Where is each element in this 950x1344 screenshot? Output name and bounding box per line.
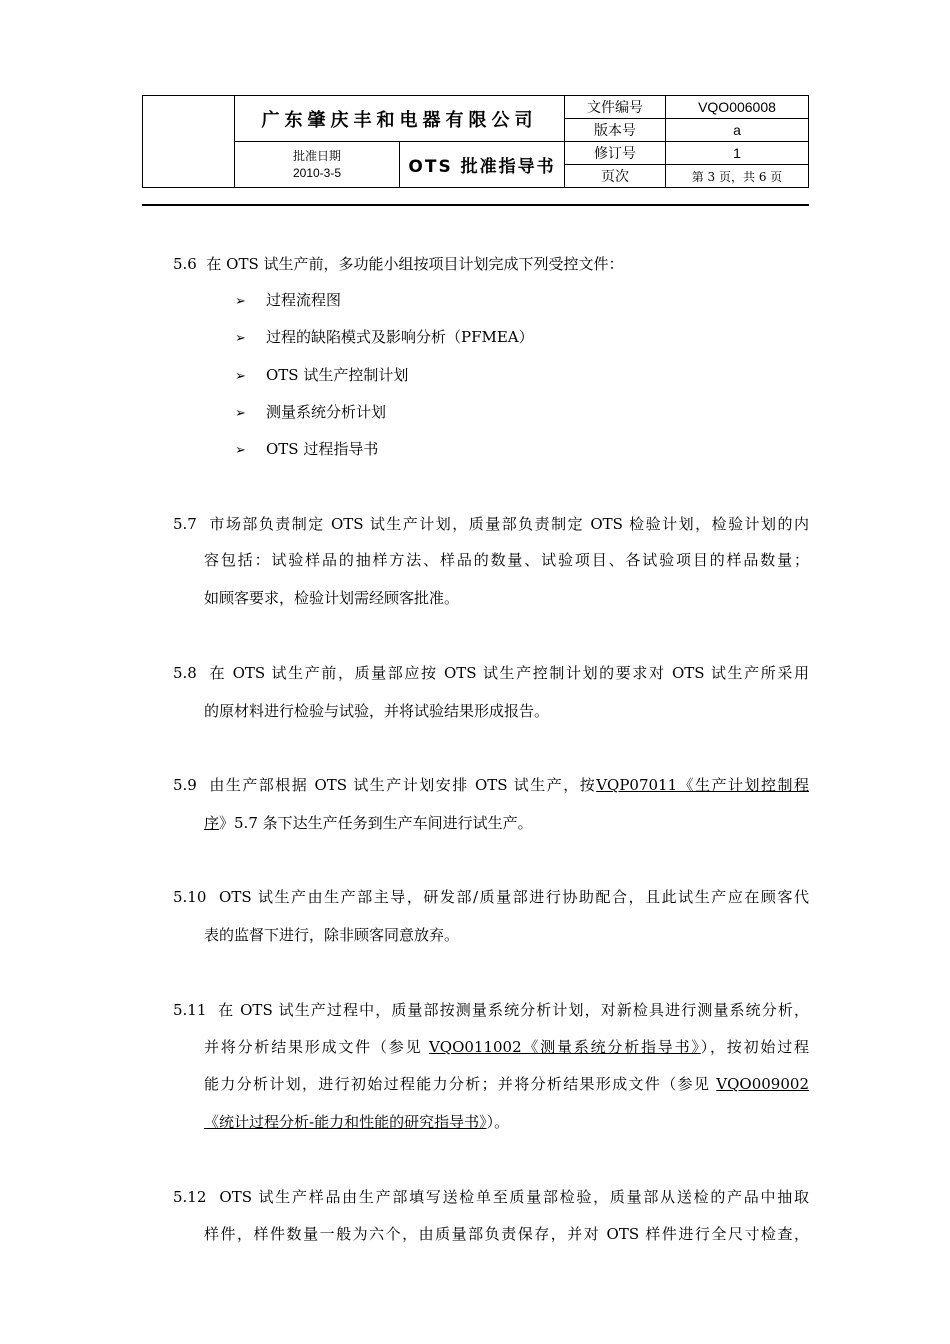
list-item-text: OTS 试生产控制计划 [266,366,409,384]
section-number: 5.8 [173,664,197,682]
section-text: 在 OTS 试生产前，多功能小组按项目计划完成下列受控文件： [206,255,624,273]
section-text: OTS 试生产由生产部主导，研发部/质量部进行协助配合，且此试生产应在顾客代 [219,888,809,906]
doc-no-label: 文件编号 [565,96,666,119]
section-5-8-line-1 [173,662,809,684]
section-text: 》5.7 条下达生产任务到生产车间进行试生产。 [219,814,533,832]
list-item [235,364,408,388]
page-value: 第 3 页，共 6 页 [666,165,809,188]
section-number: 5.12 [173,1188,207,1206]
arrow-bullet-icon: ➢ [235,294,246,309]
reference-link-vqp07011-cont[interactable]: 序 [204,814,220,832]
approval-date-value: 2010-3-5 [292,165,342,180]
section-5-11-line-2 [204,1036,809,1058]
section-5-6-heading [173,253,624,275]
section-5-11-line-4 [204,1111,509,1133]
reference-link-vqo009002-title[interactable]: 《统计过程分析-能力和性能的研究指导书》 [204,1113,487,1131]
list-item-text: 过程的缺陷模式及影响分析（PFMEA） [266,328,534,346]
section-text: 在 OTS 试生产前，质量部应按 OTS 试生产控制计划的要求对 OTS 试生产所采用 [209,664,809,682]
doc-no-value: VQO006008 [666,96,809,119]
reference-link-vqo009002[interactable]: VQO009002 [716,1075,809,1093]
reference-link-vqp07011[interactable]: VQP07011《生产计划控制程 [596,776,809,794]
section-5-10-line-2: 表的监督下进行，除非顾客同意放弃。 [204,926,460,944]
reference-link-vqo011002[interactable]: VQO011002《测量系统分析指导书》 [428,1038,701,1056]
list-item-text: 测量系统分析计划 [266,403,387,421]
section-5-10-line-1 [173,886,809,908]
section-5-11-line-1 [173,999,809,1021]
list-item [235,401,386,425]
section-number: 5.11 [173,1001,207,1019]
section-5-9-line-2 [204,812,533,834]
document-header-table [142,95,809,188]
section-5-9-line-1 [173,774,809,796]
arrow-bullet-icon: ➢ [235,443,246,458]
section-number: 5.6 [173,255,197,273]
approval-date-label: 批准日期 [292,148,341,163]
section-text: ），按初始过程 [700,1038,809,1056]
section-text: 能力分析计划，进行初始过程能力分析；并将分析结果形成文件（参见 [204,1075,717,1093]
section-number: 5.7 [173,515,197,533]
list-item-text: OTS 过程指导书 [266,440,379,458]
section-text: 市场部负责制定 OTS 试生产计划，质量部负责制定 OTS 检验计划，检验计划的内 [209,515,810,533]
list-item [235,289,341,313]
company-name: 广东肇庆丰和电器有限公司 [235,96,565,142]
section-text: 由生产部根据 OTS 试生产计划安排 OTS 试生产，按 [209,776,597,794]
version-value: a [666,119,809,142]
page-label: 页次 [565,165,666,188]
revision-label: 修订号 [565,142,666,165]
approval-date-cell [235,142,400,188]
list-item [235,438,378,462]
section-5-11-line-3 [204,1073,809,1095]
arrow-bullet-icon: ➢ [235,369,246,384]
revision-value: 1 [666,142,809,165]
section-5-8-line-2: 的原材料进行检验与试验，并将试验结果形成报告。 [204,702,550,720]
arrow-bullet-icon: ➢ [235,406,246,421]
section-5-12-line-1 [173,1186,809,1208]
header-divider [142,204,809,206]
section-number: 5.10 [173,888,207,906]
section-5-12-line-2: 样件，样件数量一般为六个，由质量部负责保存，并对 OTS 样件进行全尺寸检查， [204,1225,809,1243]
list-item-text: 过程流程图 [266,291,342,309]
section-text: 并将分析结果形成文件（参见 [204,1038,429,1056]
section-5-7-line-3: 如顾客要求，检验计划需经顾客批准。 [204,589,460,607]
list-item [235,326,534,350]
section-text: OTS 试生产样品由生产部填写送检单至质量部检验，质量部从送检的产品中抽取 [219,1188,809,1206]
arrow-bullet-icon: ➢ [235,331,246,346]
section-number: 5.9 [173,776,197,794]
document-title: OTS 批准指导书 [400,142,565,188]
section-5-7-line-1 [173,513,809,535]
section-5-7-line-2: 容包括：试验样品的抽样方法、样品的数量、试验项目、各试验项目的样品数量； [204,551,809,569]
section-text: ）。 [486,1113,510,1131]
version-label: 版本号 [565,119,666,142]
section-text: 在 OTS 试生产过程中，质量部按测量系统分析计划，对新检具进行测量系统分析， [218,1001,809,1019]
logo-cell [143,96,235,188]
